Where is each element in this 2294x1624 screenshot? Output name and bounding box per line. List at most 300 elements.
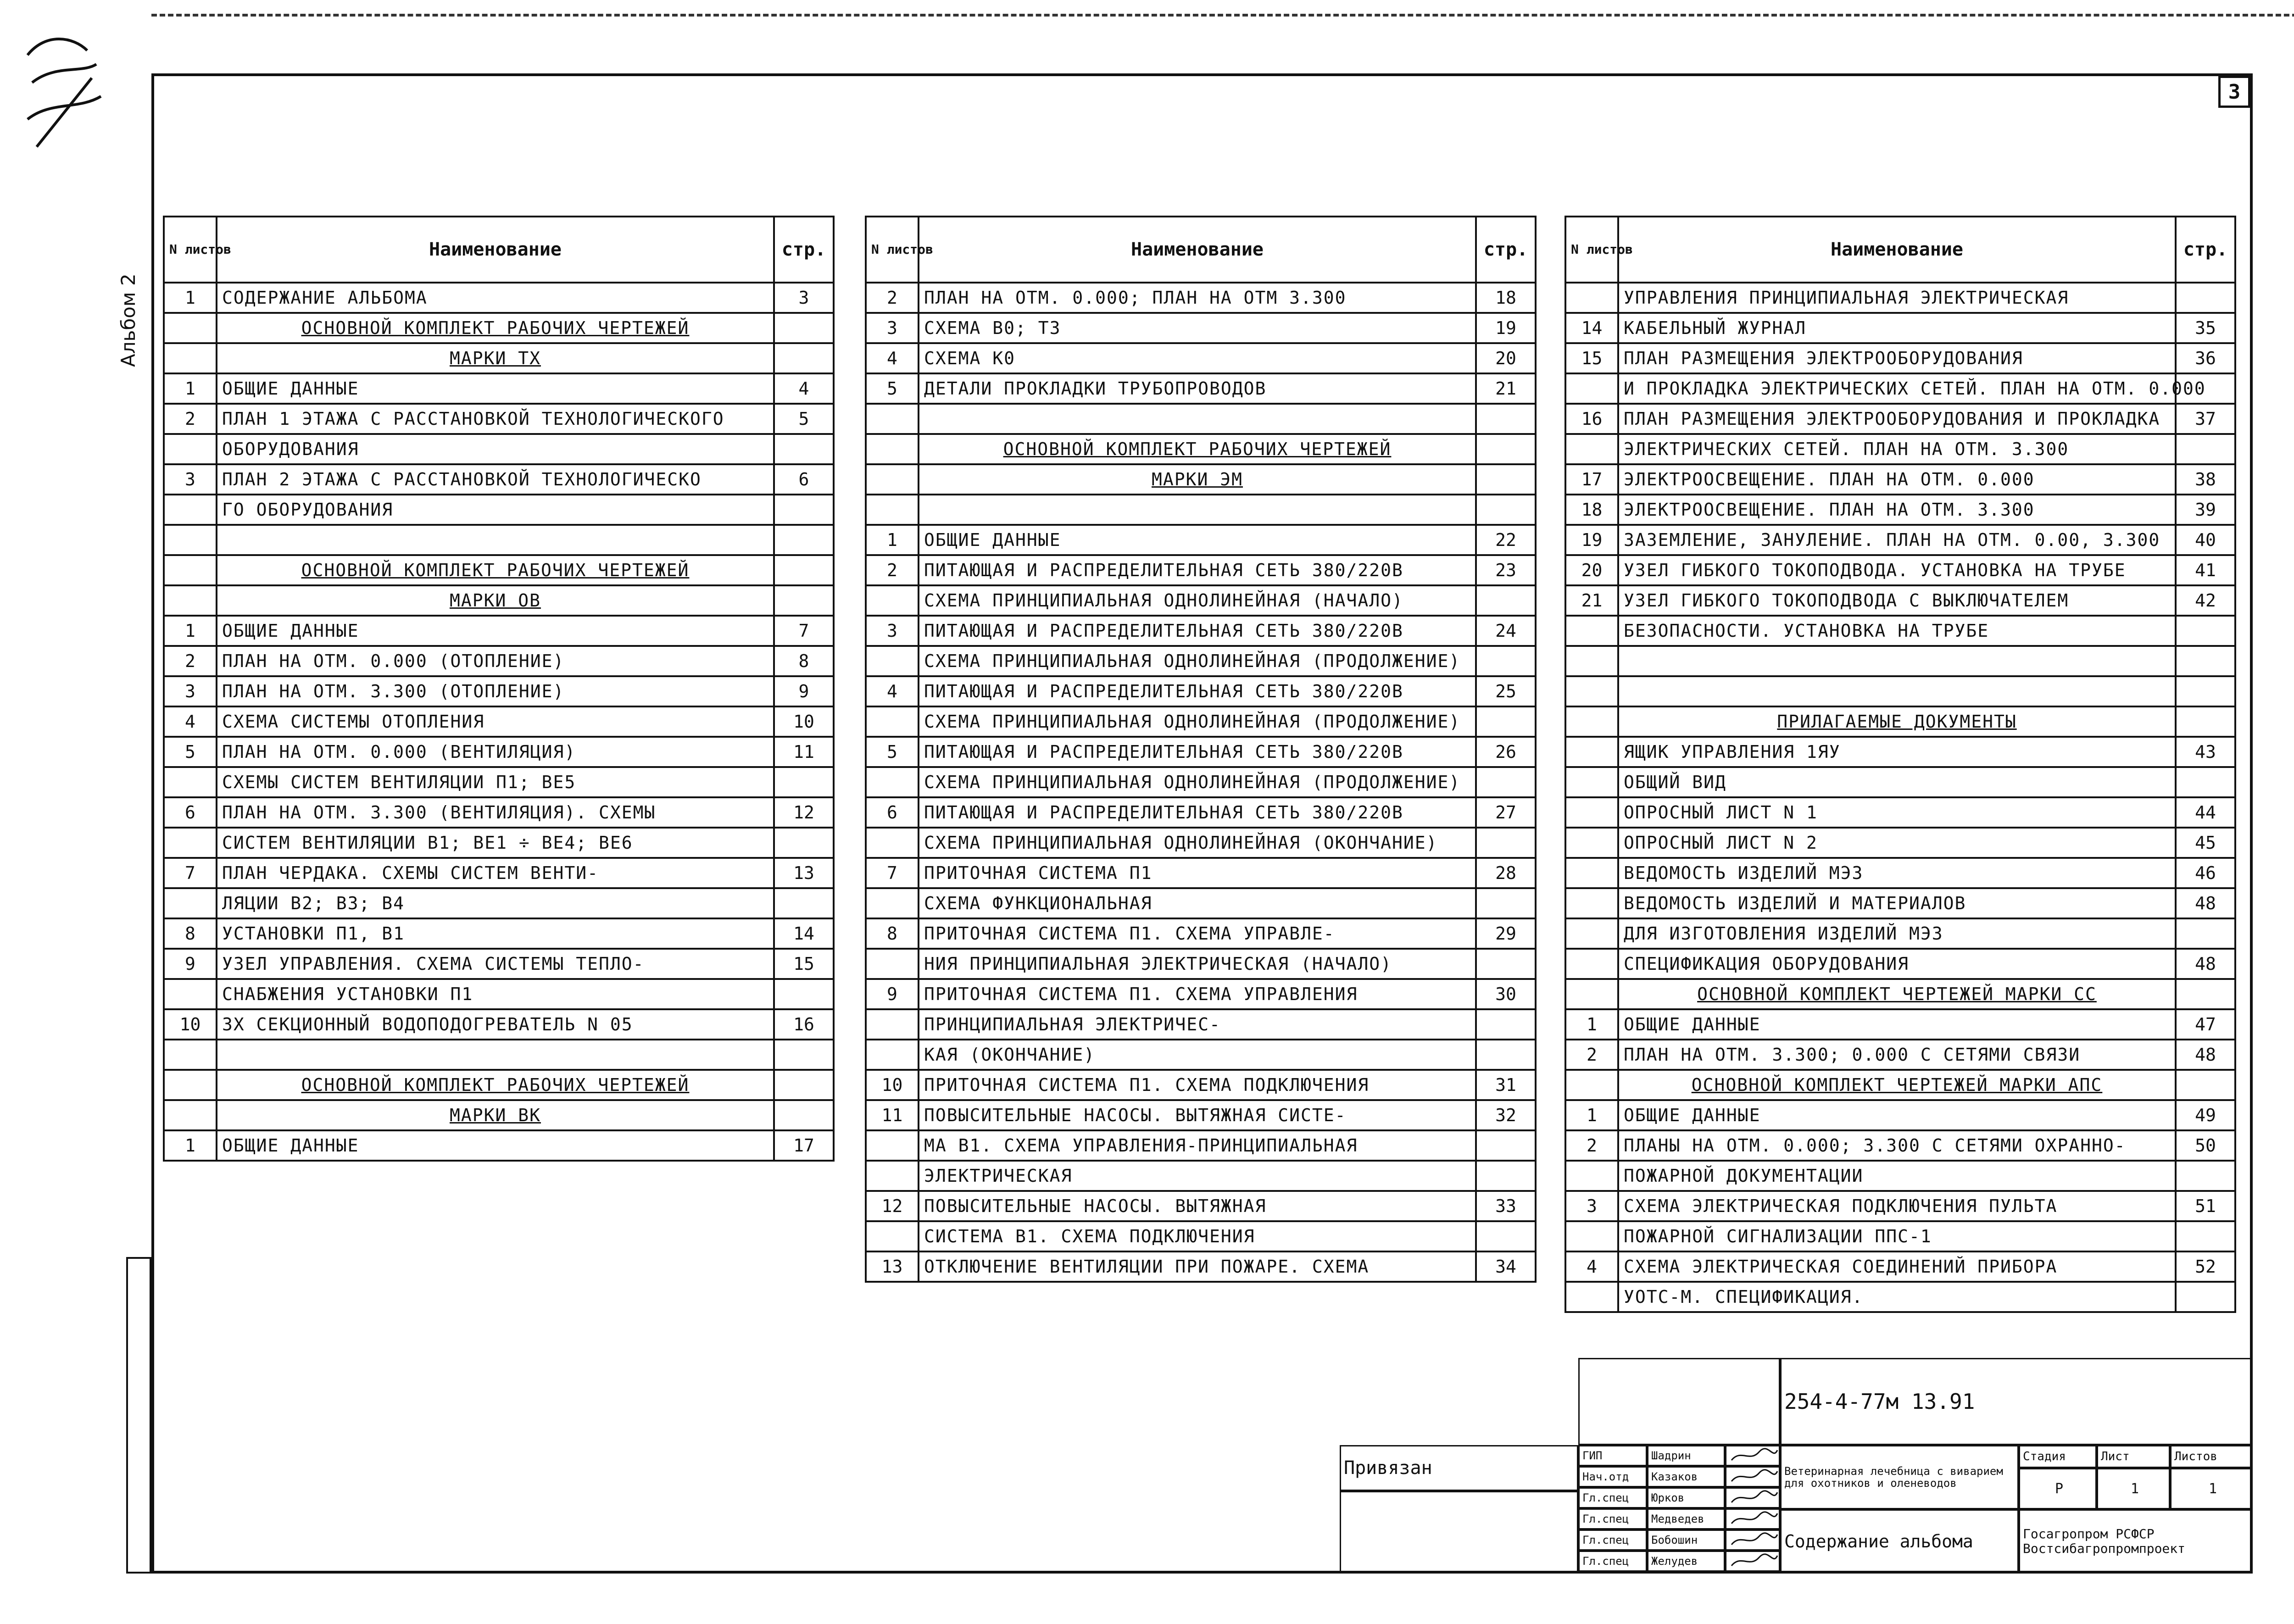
row-number: 8: [164, 918, 217, 949]
toc-row: [164, 676, 834, 706]
toc-row: [866, 1070, 1536, 1100]
row-page: [774, 979, 834, 1009]
row-title: ПИТАЮЩАЯ И РАСПРЕДЕЛИТЕЛЬНАЯ СЕТЬ 380/220В: [919, 555, 1476, 585]
row-page: 19: [1476, 313, 1536, 343]
row-page: [2176, 1282, 2235, 1312]
row-number: 1: [164, 373, 217, 404]
row-number: 17: [1565, 464, 1618, 495]
toc-row: [1565, 737, 2235, 767]
row-page: 34: [1476, 1251, 1536, 1282]
row-page: 44: [2176, 797, 2235, 828]
row-title: УПРАВЛЕНИЯ ПРИНЦИПИАЛЬНАЯ ЭЛЕКТРИЧЕСКАЯ: [1618, 283, 2176, 313]
row-title: ПОЖАРНОЙ ДОКУМЕНТАЦИИ: [1618, 1161, 2176, 1191]
toc-row: [866, 404, 1536, 434]
row-title: УОТС-М. СПЕЦИФИКАЦИЯ.: [1618, 1282, 2176, 1312]
toc-row: [1565, 313, 2235, 343]
section-heading: МАРКИ ВК: [217, 1100, 774, 1130]
toc-row: [164, 495, 834, 525]
toc-row: [1565, 1130, 2235, 1161]
row-page: 51: [2176, 1191, 2235, 1221]
stage-value: Р: [2019, 1468, 2097, 1509]
row-page: [1476, 828, 1536, 858]
row-page: [774, 525, 834, 555]
row-number: [866, 949, 919, 979]
row-page: 21: [1476, 373, 1536, 404]
row-title: СХЕМА ПРИНЦИПИАЛЬНАЯ ОДНОЛИНЕЙНАЯ (ОКОНЧАНИЕ): [919, 828, 1476, 858]
toc-column-2: [865, 216, 1537, 1283]
row-page: [1476, 706, 1536, 737]
row-title: ОТКЛЮЧЕНИЕ ВЕНТИЛЯЦИИ ПРИ ПОЖАРЕ. СХЕМА: [919, 1251, 1476, 1282]
row-number: [1565, 767, 1618, 797]
toc-row: [1565, 616, 2235, 646]
row-title: ПРИТОЧНАЯ СИСТЕМА П1. СХЕМА УПРАВЛЕ-: [919, 918, 1476, 949]
toc-row: [866, 495, 1536, 525]
row-title: ЯЩИК УПРАВЛЕНИЯ 1ЯУ: [1618, 737, 2176, 767]
toc-row: [866, 1161, 1536, 1191]
title-block: [1340, 1358, 2253, 1574]
toc-row: [1565, 555, 2235, 585]
toc-row: [1565, 706, 2235, 737]
row-number: [164, 495, 217, 525]
row-title: ДЕТАЛИ ПРОКЛАДКИ ТРУБОПРОВОДОВ: [919, 373, 1476, 404]
row-number: 1: [866, 525, 919, 555]
row-page: [774, 1100, 834, 1130]
row-page: 36: [2176, 343, 2235, 373]
toc-row: [1565, 434, 2235, 464]
row-title: СХЕМА ЭЛЕКТРИЧЕСКАЯ ПОДКЛЮЧЕНИЯ ПУЛЬТА: [1618, 1191, 2176, 1221]
header-name: Наименование: [919, 217, 1476, 283]
row-page: 14: [774, 918, 834, 949]
row-title: МА В1. СХЕМА УПРАВЛЕНИЯ-ПРИНЦИПИАЛЬНАЯ: [919, 1130, 1476, 1161]
row-title: ПИТАЮЩАЯ И РАСПРЕДЕЛИТЕЛЬНАЯ СЕТЬ 380/220В: [919, 737, 1476, 767]
page-number: 3: [2218, 76, 2250, 108]
toc-row: [1565, 1191, 2235, 1221]
row-title: ПРИТОЧНАЯ СИСТЕМА П1: [919, 858, 1476, 888]
row-page: [774, 585, 834, 616]
row-number: [866, 1040, 919, 1070]
row-number: 11: [866, 1100, 919, 1130]
toc-row: [164, 313, 834, 343]
row-number: [866, 1221, 919, 1251]
role-label: ГИП: [1578, 1445, 1647, 1466]
row-page: 32: [1476, 1100, 1536, 1130]
toc-row: [164, 1040, 834, 1070]
row-title: ПРИТОЧНАЯ СИСТЕМА П1. СХЕМА ПОДКЛЮЧЕНИЯ: [919, 1070, 1476, 1100]
row-page: 17: [774, 1130, 834, 1161]
toc-row: [866, 646, 1536, 676]
row-page: 20: [1476, 343, 1536, 373]
section-heading: ОСНОВНОЙ КОМПЛЕКТ ЧЕРТЕЖЕЙ МАРКИ СС: [1618, 979, 2176, 1009]
row-title: ОБЩИЕ ДАННЫЕ: [1618, 1009, 2176, 1040]
row-title: УЗЕЛ ГИБКОГО ТОКОПОДВОДА С ВЫКЛЮЧАТЕЛЕМ: [1618, 585, 2176, 616]
row-number: [1565, 858, 1618, 888]
row-number: 12: [866, 1191, 919, 1221]
toc-row: [1565, 404, 2235, 434]
row-number: [866, 1009, 919, 1040]
role-label: Гл.спец: [1578, 1529, 1647, 1551]
toc-row: [1565, 464, 2235, 495]
row-number: 4: [866, 676, 919, 706]
header-page: стр.: [2176, 217, 2235, 283]
row-page: 43: [2176, 737, 2235, 767]
header-name: Наименование: [217, 217, 774, 283]
row-number: 13: [866, 1251, 919, 1282]
row-number: [1565, 888, 1618, 918]
signature-cell: [1725, 1487, 1780, 1508]
row-number: [1565, 1070, 1618, 1100]
toc-row: [866, 283, 1536, 313]
toc-row: [866, 828, 1536, 858]
toc-row: [1565, 918, 2235, 949]
toc-row: [1565, 949, 2235, 979]
row-number: [1565, 646, 1618, 676]
toc-row: [866, 706, 1536, 737]
row-page: 27: [1476, 797, 1536, 828]
row-number: [1565, 706, 1618, 737]
toc-row: [1565, 1161, 2235, 1191]
row-page: 10: [774, 706, 834, 737]
row-page: [1476, 434, 1536, 464]
row-number: [1565, 283, 1618, 313]
row-number: 2: [1565, 1130, 1618, 1161]
row-page: 31: [1476, 1070, 1536, 1100]
corner-signature-icon: [18, 28, 110, 156]
row-page: 52: [2176, 1251, 2235, 1282]
header-num: N листов: [164, 217, 217, 283]
toc-row: [1565, 767, 2235, 797]
toc-row: [164, 404, 834, 434]
row-number: 19: [1565, 525, 1618, 555]
row-number: 1: [164, 616, 217, 646]
row-title: ВЕДОМОСТЬ ИЗДЕЛИЙ МЭЗ: [1618, 858, 2176, 888]
row-number: 2: [164, 646, 217, 676]
toc-row: [164, 283, 834, 313]
row-title: УЗЕЛ УПРАВЛЕНИЯ. СХЕМА СИСТЕМЫ ТЕПЛО-: [217, 949, 774, 979]
row-page: 46: [2176, 858, 2235, 888]
row-title: УЗЕЛ ГИБКОГО ТОКОПОДВОДА. УСТАНОВКА НА ТРУБЕ: [1618, 555, 2176, 585]
row-title: [919, 404, 1476, 434]
signature-icon: [1729, 1489, 1780, 1507]
row-page: 48: [2176, 1040, 2235, 1070]
row-number: 5: [866, 373, 919, 404]
toc-row: [164, 434, 834, 464]
row-number: 3: [164, 464, 217, 495]
toc-row: [1565, 343, 2235, 373]
row-number: [164, 767, 217, 797]
row-title: ПЛАН НА ОТМ. 3.300 (ВЕНТИЛЯЦИЯ). СХЕМЫ: [217, 797, 774, 828]
row-page: 16: [774, 1009, 834, 1040]
row-title: ЭЛЕКТРИЧЕСКАЯ: [919, 1161, 1476, 1191]
row-number: [164, 828, 217, 858]
row-page: 25: [1476, 676, 1536, 706]
row-number: [1565, 828, 1618, 858]
toc-column-1: [163, 216, 835, 1162]
row-title: ОПРОСНЫЙ ЛИСТ N 1: [1618, 797, 2176, 828]
row-page: [1476, 949, 1536, 979]
toc-row: [1565, 1282, 2235, 1312]
row-title: ПЛАН НА ОТМ. 3.300 (ОТОПЛЕНИЕ): [217, 676, 774, 706]
toc-row: [866, 888, 1536, 918]
row-title: ПРИТОЧНАЯ СИСТЕМА П1. СХЕМА УПРАВЛЕНИЯ: [919, 979, 1476, 1009]
row-page: 18: [1476, 283, 1536, 313]
toc-row: [1565, 858, 2235, 888]
row-title: ОБЩИЕ ДАННЫЕ: [217, 1130, 774, 1161]
row-page: 22: [1476, 525, 1536, 555]
row-number: [164, 585, 217, 616]
row-title: ПЛАНЫ НА ОТМ. 0.000; 3.300 С СЕТЯМИ ОХРАННО-: [1618, 1130, 2176, 1161]
row-number: [1565, 676, 1618, 706]
row-number: 3: [164, 676, 217, 706]
row-page: 8: [774, 646, 834, 676]
row-title: ДЛЯ ИЗГОТОВЛЕНИЯ ИЗДЕЛИЙ МЭЗ: [1618, 918, 2176, 949]
row-number: [164, 313, 217, 343]
row-title: СХЕМА ПРИНЦИПИАЛЬНАЯ ОДНОЛИНЕЙНАЯ (ПРОДОЛЖЕНИЕ): [919, 767, 1476, 797]
row-title: [217, 525, 774, 555]
role-label: Гл.спец: [1578, 1551, 1647, 1572]
toc-row: [164, 1100, 834, 1130]
row-title: ЭЛЕКТРИЧЕСКИХ СЕТЕЙ. ПЛАН НА ОТМ. 3.300: [1618, 434, 2176, 464]
row-title: 3Х СЕКЦИОННЫЙ ВОДОПОДОГРЕВАТЕЛЬ N 05: [217, 1009, 774, 1040]
row-page: 23: [1476, 555, 1536, 585]
toc-row: [866, 1040, 1536, 1070]
row-number: [1565, 1282, 1618, 1312]
toc-row: [866, 1221, 1536, 1251]
toc-row: [164, 797, 834, 828]
toc-row: [866, 555, 1536, 585]
role-person: Юрков: [1647, 1487, 1725, 1508]
row-title: ОБЩИЕ ДАННЫЕ: [217, 373, 774, 404]
row-page: [2176, 676, 2235, 706]
row-title: СХЕМА ПРИНЦИПИАЛЬНАЯ ОДНОЛИНЕЙНАЯ (НАЧАЛО): [919, 585, 1476, 616]
toc-row: [164, 646, 834, 676]
row-number: [164, 1070, 217, 1100]
row-number: 1: [1565, 1100, 1618, 1130]
row-page: 37: [2176, 404, 2235, 434]
side-stamp: [126, 1257, 151, 1574]
toc-row: [1565, 585, 2235, 616]
row-number: [164, 1040, 217, 1070]
toc-row: [1565, 979, 2235, 1009]
toc-row: [1565, 1221, 2235, 1251]
section-heading: ОСНОВНОЙ КОМПЛЕКТ РАБОЧИХ ЧЕРТЕЖЕЙ: [919, 434, 1476, 464]
signature-cell: [1725, 1466, 1780, 1487]
row-title: ПРИНЦИПИАЛЬНАЯ ЭЛЕКТРИЧЕС-: [919, 1009, 1476, 1040]
row-title: УСТАНОВКИ П1, В1: [217, 918, 774, 949]
toc-row: [866, 1251, 1536, 1282]
toc-row: [1565, 1100, 2235, 1130]
sheet-value: 1: [2097, 1468, 2170, 1509]
row-title: ПЛАН ЧЕРДАКА. СХЕМЫ СИСТЕМ ВЕНТИ-: [217, 858, 774, 888]
row-title: ОПРОСНЫЙ ЛИСТ N 2: [1618, 828, 2176, 858]
signature-icon: [1729, 1552, 1780, 1570]
toc-row: [1565, 373, 2235, 404]
row-page: 48: [2176, 949, 2235, 979]
row-title: ОБЩИЕ ДАННЫЕ: [919, 525, 1476, 555]
row-page: [2176, 1161, 2235, 1191]
row-number: 3: [866, 616, 919, 646]
header-page: стр.: [774, 217, 834, 283]
row-number: [866, 706, 919, 737]
row-page: [774, 313, 834, 343]
role-person: Желудев: [1647, 1551, 1725, 1572]
row-title: ПЛАН РАЗМЕЩЕНИЯ ЭЛЕКТРООБОРУДОВАНИЯ И ПРОКЛАДКА: [1618, 404, 2176, 434]
row-page: [2176, 918, 2235, 949]
toc-row: [866, 797, 1536, 828]
section-heading: МАРКИ ЭМ: [919, 464, 1476, 495]
row-title: ПИТАЮЩАЯ И РАСПРЕДЕЛИТЕЛЬНАЯ СЕТЬ 380/220В: [919, 616, 1476, 646]
signature-cell: [1725, 1445, 1780, 1466]
row-number: 7: [164, 858, 217, 888]
toc-row: [164, 979, 834, 1009]
row-page: [774, 1040, 834, 1070]
row-number: [1565, 373, 1618, 404]
row-title: ОБЩИЕ ДАННЫЕ: [1618, 1100, 2176, 1130]
row-number: [1565, 949, 1618, 979]
toc-row: [866, 858, 1536, 888]
toc-row: [1565, 646, 2235, 676]
row-number: 1: [1565, 1009, 1618, 1040]
role-label: Нач.отд: [1578, 1466, 1647, 1487]
toc-row: [866, 1009, 1536, 1040]
section-heading: ОСНОВНОЙ КОМПЛЕКТ РАБОЧИХ ЧЕРТЕЖЕЙ: [217, 313, 774, 343]
section-heading: ОСНОВНОЙ КОМПЛЕКТ РАБОЧИХ ЧЕРТЕЖЕЙ: [217, 555, 774, 585]
toc-row: [866, 585, 1536, 616]
toc-row: [164, 706, 834, 737]
toc-row: [866, 525, 1536, 555]
sheets-label: Листов: [2170, 1445, 2253, 1468]
section-heading: МАРКИ ОВ: [217, 585, 774, 616]
section-heading: МАРКИ ТХ: [217, 343, 774, 373]
row-page: 28: [1476, 858, 1536, 888]
row-number: 1: [164, 283, 217, 313]
row-number: [1565, 737, 1618, 767]
row-number: [866, 585, 919, 616]
row-number: 6: [164, 797, 217, 828]
row-number: 18: [1565, 495, 1618, 525]
toc-row: [1565, 1040, 2235, 1070]
row-title: ПОЖАРНОЙ СИГНАЛИЗАЦИИ ППС-1: [1618, 1221, 2176, 1251]
row-title: БЕЗОПАСНОСТИ. УСТАНОВКА НА ТРУБЕ: [1618, 616, 2176, 646]
row-title: [1618, 676, 2176, 706]
toc-row: [866, 1191, 1536, 1221]
toc-row: [866, 1130, 1536, 1161]
row-page: 33: [1476, 1191, 1536, 1221]
row-title: [919, 495, 1476, 525]
row-number: 8: [866, 918, 919, 949]
row-page: 49: [2176, 1100, 2235, 1130]
toc-row: [164, 464, 834, 495]
signature-cell: [1725, 1551, 1780, 1572]
row-number: [1565, 1161, 1618, 1191]
row-number: [1565, 1221, 1618, 1251]
row-number: 3: [866, 313, 919, 343]
toc-row: [164, 858, 834, 888]
row-page: [774, 828, 834, 858]
row-number: 10: [164, 1009, 217, 1040]
section-heading: ОСНОВНОЙ КОМПЛЕКТ ЧЕРТЕЖЕЙ МАРКИ АПС: [1618, 1070, 2176, 1100]
row-page: 5: [774, 404, 834, 434]
row-title: ПОВЫСИТЕЛЬНЫЕ НАСОСЫ. ВЫТЯЖНАЯ: [919, 1191, 1476, 1221]
row-page: [774, 1070, 834, 1100]
row-page: 9: [774, 676, 834, 706]
row-page: [774, 343, 834, 373]
row-number: 7: [866, 858, 919, 888]
row-number: 4: [1565, 1251, 1618, 1282]
toc-row: [164, 949, 834, 979]
toc-row: [866, 464, 1536, 495]
signature-icon: [1729, 1531, 1780, 1549]
row-page: 24: [1476, 616, 1536, 646]
row-number: [1565, 979, 1618, 1009]
row-page: 7: [774, 616, 834, 646]
doc-code: 254-4-77м 13.91: [1780, 1358, 2253, 1445]
row-page: 30: [1476, 979, 1536, 1009]
row-number: 2: [866, 555, 919, 585]
organization: Госагропром РСФСР Востсибагропромпроект: [2019, 1509, 2253, 1574]
row-number: 15: [1565, 343, 1618, 373]
row-title: СПЕЦИФИКАЦИЯ ОБОРУДОВАНИЯ: [1618, 949, 2176, 979]
binding-empty: [1340, 1491, 1578, 1574]
row-page: 41: [2176, 555, 2235, 585]
row-page: [1476, 646, 1536, 676]
toc-row: [1565, 495, 2235, 525]
row-page: 6: [774, 464, 834, 495]
row-number: [1565, 918, 1618, 949]
role-person: Казаков: [1647, 1466, 1725, 1487]
row-number: 9: [866, 979, 919, 1009]
row-number: [866, 404, 919, 434]
signature-icon: [1729, 1446, 1780, 1465]
stage-label: Стадия: [2019, 1445, 2097, 1468]
row-page: [1476, 1130, 1536, 1161]
row-title: ПЛАН РАЗМЕЩЕНИЯ ЭЛЕКТРООБОРУДОВАНИЯ: [1618, 343, 2176, 373]
row-number: [866, 828, 919, 858]
row-page: [1476, 767, 1536, 797]
row-page: [774, 888, 834, 918]
signature-cell: [1725, 1529, 1780, 1551]
row-title: [217, 1040, 774, 1070]
toc-row: [866, 1100, 1536, 1130]
row-page: 4: [774, 373, 834, 404]
row-number: [866, 1161, 919, 1191]
row-number: [866, 888, 919, 918]
row-page: 15: [774, 949, 834, 979]
role-person: Шадрин: [1647, 1445, 1725, 1466]
row-page: [774, 555, 834, 585]
toc-row: [1565, 283, 2235, 313]
row-page: [1476, 1040, 1536, 1070]
toc-row: [164, 585, 834, 616]
binding-label: Привязан: [1340, 1445, 1578, 1491]
toc-row: [866, 343, 1536, 373]
toc-row: [866, 949, 1536, 979]
row-page: 3: [774, 283, 834, 313]
object-name: Ветеринарная лечебница с виварием для охотников и оленеводов: [1780, 1445, 2019, 1509]
row-page: 38: [2176, 464, 2235, 495]
row-title: КАЯ (ОКОНЧАНИЕ): [919, 1040, 1476, 1070]
row-page: [2176, 706, 2235, 737]
row-number: 3: [1565, 1191, 1618, 1221]
toc-row: [1565, 797, 2235, 828]
row-number: [164, 979, 217, 1009]
toc-row: [866, 313, 1536, 343]
row-page: 48: [2176, 888, 2235, 918]
row-number: 2: [1565, 1040, 1618, 1070]
row-title: СХЕМА ПРИНЦИПИАЛЬНАЯ ОДНОЛИНЕЙНАЯ (ПРОДОЛЖЕНИЕ): [919, 646, 1476, 676]
row-page: [1476, 585, 1536, 616]
toc-row: [866, 616, 1536, 646]
row-title: ПЛАН 1 ЭТАЖА С РАССТАНОВКОЙ ТЕХНОЛОГИЧЕСКОГО: [217, 404, 774, 434]
